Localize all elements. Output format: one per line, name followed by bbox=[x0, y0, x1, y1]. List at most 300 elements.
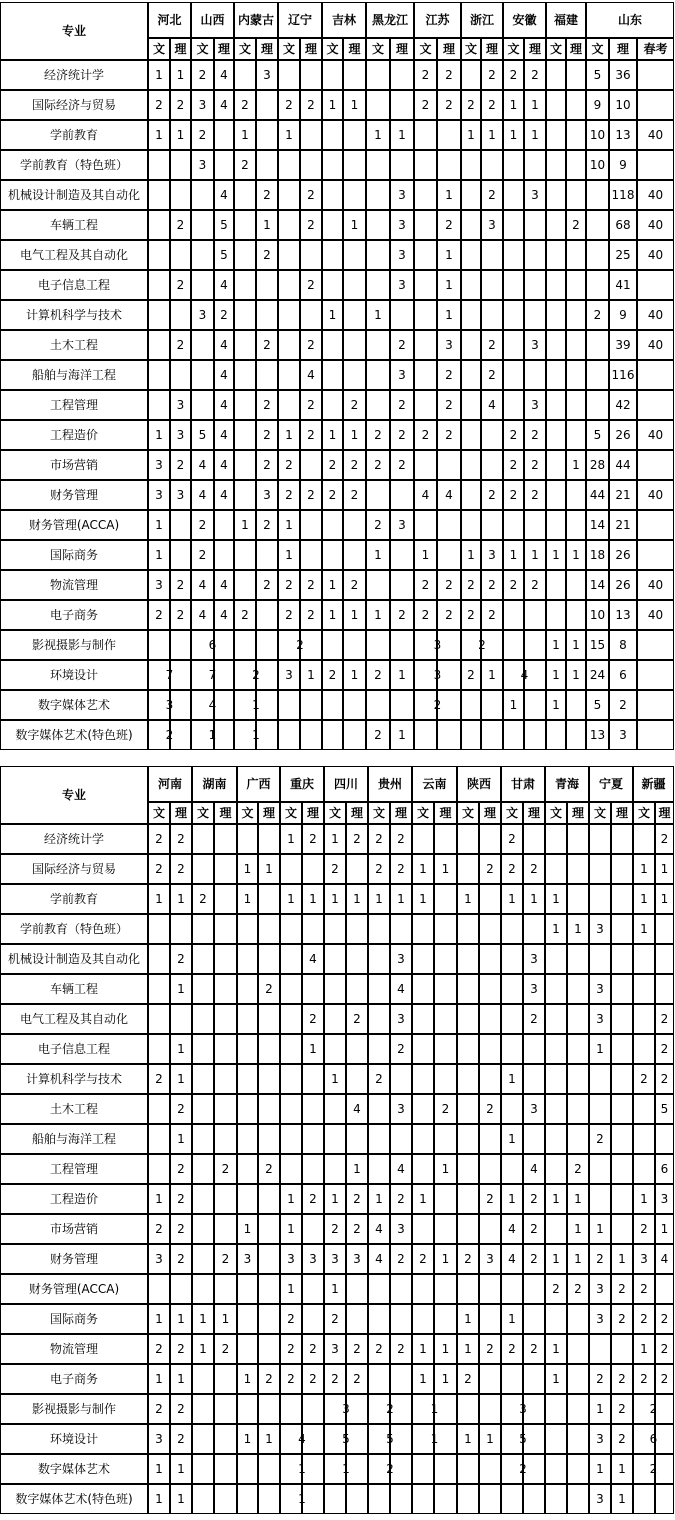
quota-cell bbox=[237, 1124, 258, 1154]
quota-cell: 2 bbox=[170, 1394, 192, 1424]
quota-cell bbox=[611, 1064, 633, 1094]
quota-cell: 8 bbox=[609, 630, 637, 660]
quota-cell bbox=[256, 360, 278, 390]
merged-quota-value: 2 bbox=[519, 1462, 527, 1476]
quota-cell: 1 bbox=[412, 854, 434, 884]
major-label: 电气工程及其自动化 bbox=[0, 1004, 148, 1034]
quota-cell bbox=[390, 1364, 412, 1394]
quota-cell: 1 bbox=[170, 1484, 192, 1514]
major-label: 物流管理 bbox=[0, 570, 148, 600]
quota-cell: 13 bbox=[586, 720, 609, 750]
quota-cell: 1 bbox=[322, 300, 343, 330]
quota-cell bbox=[237, 944, 258, 974]
quota-cell: 1 bbox=[503, 540, 524, 570]
quota-cell: 3 bbox=[390, 270, 414, 300]
subject-header: 理 bbox=[524, 38, 546, 60]
quota-cell: 2 bbox=[501, 1334, 523, 1364]
quota-cell bbox=[214, 660, 234, 690]
quota-cell bbox=[234, 60, 256, 90]
quota-cell bbox=[258, 1064, 280, 1094]
quota-cell: 2 bbox=[481, 330, 503, 360]
quota-cell bbox=[234, 300, 256, 330]
quota-cell bbox=[368, 1034, 390, 1064]
quota-cell bbox=[586, 240, 609, 270]
subject-header: 文 bbox=[457, 802, 479, 824]
merged-quota-value: 2 bbox=[296, 638, 304, 652]
province-header: 山东 bbox=[586, 2, 674, 38]
quota-cell: 2 bbox=[148, 90, 170, 120]
quota-cell bbox=[545, 974, 567, 1004]
quota-cell: 2 bbox=[148, 1394, 170, 1424]
quota-cell bbox=[390, 630, 414, 660]
subject-header: 理 bbox=[655, 802, 674, 824]
quota-cell bbox=[192, 914, 214, 944]
quota-cell bbox=[611, 1124, 633, 1154]
subject-header: 文 bbox=[412, 802, 434, 824]
subject-header: 文 bbox=[237, 802, 258, 824]
province-header: 青海 bbox=[545, 766, 589, 802]
quota-cell bbox=[280, 1394, 302, 1424]
quota-cell bbox=[457, 1094, 479, 1124]
quota-cell bbox=[414, 390, 437, 420]
quota-cell bbox=[256, 540, 278, 570]
quota-cell bbox=[322, 360, 343, 390]
quota-cell bbox=[256, 150, 278, 180]
quota-cell: 2 bbox=[366, 450, 390, 480]
quota-cell bbox=[546, 510, 566, 540]
major-label: 电子商务 bbox=[0, 1364, 148, 1394]
quota-cell: 2 bbox=[278, 600, 300, 630]
major-label: 机械设计制造及其自动化 bbox=[0, 180, 148, 210]
quota-cell: 1 bbox=[566, 630, 586, 660]
merged-quota-value: 3 bbox=[342, 1402, 350, 1416]
subject-header: 文 bbox=[368, 802, 390, 824]
quota-cell bbox=[611, 1184, 633, 1214]
quota-cell bbox=[457, 854, 479, 884]
quota-cell bbox=[191, 210, 214, 240]
quota-cell bbox=[234, 420, 256, 450]
quota-cell: 2 bbox=[278, 450, 300, 480]
quota-cell bbox=[214, 1004, 237, 1034]
quota-cell: 2 bbox=[214, 300, 234, 330]
quota-cell: 2 bbox=[611, 1274, 633, 1304]
quota-cell: 1 bbox=[322, 600, 343, 630]
quota-cell bbox=[524, 360, 546, 390]
quota-cell bbox=[566, 510, 586, 540]
quota-cell bbox=[346, 1484, 368, 1514]
quota-cell: 1 bbox=[437, 300, 461, 330]
quota-cell bbox=[343, 60, 366, 90]
quota-cell bbox=[258, 1274, 280, 1304]
quota-cell bbox=[611, 914, 633, 944]
quota-cell: 1 bbox=[324, 1064, 346, 1094]
quota-cell: 1 bbox=[390, 660, 414, 690]
quota-cell: 1 bbox=[545, 1364, 567, 1394]
subject-header: 文 bbox=[280, 802, 302, 824]
quota-cell bbox=[368, 1004, 390, 1034]
quota-cell: 10 bbox=[586, 120, 609, 150]
quota-cell bbox=[366, 60, 390, 90]
subject-header: 文 bbox=[461, 38, 481, 60]
quota-cell bbox=[503, 210, 524, 240]
quota-cell bbox=[214, 630, 234, 660]
quota-cell: 2 bbox=[633, 1214, 655, 1244]
quota-cell: 10 bbox=[586, 600, 609, 630]
quota-cell: 2 bbox=[479, 1094, 501, 1124]
quota-cell bbox=[366, 180, 390, 210]
quota-cell bbox=[170, 360, 191, 390]
quota-cell bbox=[566, 240, 586, 270]
quota-cell bbox=[524, 630, 546, 660]
quota-cell bbox=[148, 1124, 170, 1154]
quota-cell: 1 bbox=[343, 90, 366, 120]
quota-cell bbox=[546, 120, 566, 150]
quota-cell bbox=[655, 1454, 674, 1484]
quota-cell bbox=[322, 120, 343, 150]
quota-cell bbox=[481, 450, 503, 480]
quota-cell: 1 bbox=[566, 450, 586, 480]
quota-cell: 2 bbox=[256, 390, 278, 420]
quota-cell: 44 bbox=[609, 450, 637, 480]
major-label: 学前教育 bbox=[0, 120, 148, 150]
merged-quota-value: 2 bbox=[649, 1402, 658, 1416]
quota-cell: 1 bbox=[503, 120, 524, 150]
quota-cell bbox=[567, 854, 589, 884]
quota-cell bbox=[545, 1394, 567, 1424]
quota-cell bbox=[479, 974, 501, 1004]
quota-cell bbox=[280, 1064, 302, 1094]
major-label: 环境设计 bbox=[0, 660, 148, 690]
quota-cell bbox=[214, 1094, 237, 1124]
quota-cell: 2 bbox=[633, 1364, 655, 1394]
quota-cell bbox=[324, 1484, 346, 1514]
subject-header: 理 bbox=[390, 38, 414, 60]
quota-cell: 2 bbox=[589, 1124, 611, 1154]
quota-cell: 5 bbox=[586, 60, 609, 90]
quota-cell: 3 bbox=[256, 480, 278, 510]
quota-cell: 2 bbox=[300, 270, 322, 300]
major-label: 数字媒体艺术(特色班) bbox=[0, 1484, 148, 1514]
quota-cell bbox=[170, 510, 191, 540]
major-label: 财务管理 bbox=[0, 1244, 148, 1274]
major-label: 车辆工程 bbox=[0, 210, 148, 240]
quota-cell bbox=[258, 884, 280, 914]
quota-cell: 40 bbox=[637, 600, 674, 630]
quota-cell bbox=[343, 630, 366, 660]
quota-cell bbox=[148, 150, 170, 180]
major-label: 财务管理(ACCA) bbox=[0, 1274, 148, 1304]
quota-cell bbox=[457, 1004, 479, 1034]
quota-cell: 2 bbox=[300, 210, 322, 240]
quota-cell bbox=[237, 1394, 258, 1424]
quota-cell bbox=[322, 720, 343, 750]
quota-cell bbox=[322, 150, 343, 180]
quota-cell: 4 bbox=[214, 180, 234, 210]
subject-header: 文 bbox=[633, 802, 655, 824]
quota-cell bbox=[192, 1124, 214, 1154]
quota-cell bbox=[434, 944, 457, 974]
quota-cell bbox=[237, 914, 258, 944]
quota-cell bbox=[611, 1334, 633, 1364]
quota-cell bbox=[324, 1124, 346, 1154]
quota-cell bbox=[655, 1274, 674, 1304]
quota-cell: 1 bbox=[633, 914, 655, 944]
quota-cell: 1 bbox=[148, 1184, 170, 1214]
major-label: 计算机科学与技术 bbox=[0, 1064, 148, 1094]
quota-cell bbox=[545, 1094, 567, 1124]
quota-cell bbox=[258, 1184, 280, 1214]
quota-cell bbox=[278, 720, 300, 750]
quota-cell: 1 bbox=[237, 1364, 258, 1394]
quota-cell bbox=[461, 210, 481, 240]
quota-cell bbox=[546, 330, 566, 360]
quota-cell: 2 bbox=[346, 1214, 368, 1244]
quota-cell bbox=[192, 1454, 214, 1484]
quota-cell bbox=[637, 630, 674, 660]
quota-cell: 2 bbox=[300, 420, 322, 450]
quota-cell bbox=[234, 180, 256, 210]
quota-cell: 1 bbox=[148, 884, 170, 914]
quota-cell bbox=[523, 1274, 545, 1304]
quota-cell: 4 bbox=[214, 390, 234, 420]
quota-cell bbox=[256, 270, 278, 300]
quota-cell bbox=[258, 1244, 280, 1274]
major-label: 财务管理 bbox=[0, 480, 148, 510]
quota-cell: 3 bbox=[390, 360, 414, 390]
quota-cell bbox=[567, 944, 589, 974]
quota-cell bbox=[192, 1064, 214, 1094]
quota-cell bbox=[546, 570, 566, 600]
quota-cell: 2 bbox=[633, 1304, 655, 1334]
quota-cell: 9 bbox=[609, 300, 637, 330]
quota-cell bbox=[191, 390, 214, 420]
quota-cell bbox=[302, 854, 324, 884]
quota-cell bbox=[214, 944, 237, 974]
quota-cell: 1 bbox=[170, 1454, 192, 1484]
quota-cell: 2 bbox=[390, 420, 414, 450]
quota-cell: 1 bbox=[589, 1034, 611, 1064]
quota-cell bbox=[546, 450, 566, 480]
quota-cell bbox=[214, 1394, 237, 1424]
major-label: 工程管理 bbox=[0, 1154, 148, 1184]
quota-cell bbox=[546, 390, 566, 420]
subject-header: 理 bbox=[170, 802, 192, 824]
quota-cell: 4 bbox=[481, 390, 503, 420]
quota-cell bbox=[346, 1034, 368, 1064]
quota-cell bbox=[237, 1484, 258, 1514]
quota-cell: 18 bbox=[586, 540, 609, 570]
quota-cell bbox=[412, 974, 434, 1004]
quota-cell: 2 bbox=[324, 1214, 346, 1244]
quota-cell bbox=[546, 210, 566, 240]
quota-cell bbox=[148, 1004, 170, 1034]
quota-cell bbox=[390, 1274, 412, 1304]
quota-cell bbox=[567, 824, 589, 854]
quota-cell: 2 bbox=[234, 90, 256, 120]
quota-cell: 1 bbox=[655, 884, 674, 914]
quota-cell: 2 bbox=[258, 974, 280, 1004]
quota-cell bbox=[414, 210, 437, 240]
quota-cell bbox=[300, 450, 322, 480]
quota-cell bbox=[324, 1004, 346, 1034]
quota-cell: 3 bbox=[390, 210, 414, 240]
quota-cell: 2 bbox=[170, 600, 191, 630]
quota-cell bbox=[434, 1184, 457, 1214]
quota-cell bbox=[280, 1034, 302, 1064]
quota-cell: 1 bbox=[368, 884, 390, 914]
quota-cell bbox=[343, 360, 366, 390]
quota-cell: 4 bbox=[191, 570, 214, 600]
quota-cell: 2 bbox=[503, 570, 524, 600]
quota-cell bbox=[302, 1124, 324, 1154]
quota-cell: 1 bbox=[390, 884, 412, 914]
quota-cell bbox=[412, 1064, 434, 1094]
quota-cell bbox=[412, 1304, 434, 1334]
quota-cell: 3 bbox=[390, 510, 414, 540]
major-label: 国际商务 bbox=[0, 1304, 148, 1334]
quota-cell: 2 bbox=[567, 1274, 589, 1304]
quota-cell bbox=[148, 390, 170, 420]
quota-cell bbox=[546, 60, 566, 90]
quota-cell: 1 bbox=[655, 854, 674, 884]
quota-cell bbox=[567, 1064, 589, 1094]
quota-cell: 2 bbox=[655, 1364, 674, 1394]
quota-cell bbox=[633, 1094, 655, 1124]
quota-cell: 1 bbox=[278, 510, 300, 540]
quota-cell: 1 bbox=[237, 1424, 258, 1454]
quota-cell bbox=[434, 1034, 457, 1064]
quota-cell bbox=[191, 240, 214, 270]
quota-cell: 1 bbox=[324, 824, 346, 854]
quota-cell bbox=[655, 1424, 674, 1454]
subject-header: 文 bbox=[234, 38, 256, 60]
quota-cell: 42 bbox=[609, 390, 637, 420]
quota-cell: 4 bbox=[390, 1154, 412, 1184]
quota-cell bbox=[237, 1454, 258, 1484]
quota-cell bbox=[412, 914, 434, 944]
subject-header: 理 bbox=[567, 802, 589, 824]
quota-cell bbox=[655, 914, 674, 944]
quota-cell bbox=[390, 1124, 412, 1154]
quota-cell bbox=[457, 1184, 479, 1214]
major-label: 影视摄影与制作 bbox=[0, 630, 148, 660]
quota-cell: 4 bbox=[501, 1214, 523, 1244]
merged-quota-value: 1 bbox=[252, 728, 260, 742]
major-label: 环境设计 bbox=[0, 1424, 148, 1454]
quota-cell bbox=[412, 824, 434, 854]
quota-cell bbox=[461, 150, 481, 180]
quota-cell bbox=[214, 1454, 237, 1484]
merged-quota-value: 1 bbox=[298, 1462, 306, 1476]
quota-cell bbox=[148, 1274, 170, 1304]
quota-cell: 2 bbox=[545, 1274, 567, 1304]
quota-cell: 2 bbox=[390, 1244, 412, 1274]
quota-cell: 3 bbox=[237, 1244, 258, 1274]
quota-cell bbox=[414, 330, 437, 360]
quota-cell bbox=[300, 60, 322, 90]
quota-cell bbox=[324, 1034, 346, 1064]
quota-cell bbox=[637, 660, 674, 690]
quota-cell bbox=[300, 240, 322, 270]
quota-cell bbox=[461, 720, 481, 750]
quota-cell bbox=[390, 480, 414, 510]
quota-cell bbox=[479, 1454, 501, 1484]
quota-cell: 2 bbox=[523, 1334, 545, 1364]
quota-cell: 2 bbox=[503, 480, 524, 510]
quota-cell bbox=[343, 510, 366, 540]
quota-cell bbox=[412, 1484, 434, 1514]
quota-cell: 4 bbox=[214, 360, 234, 390]
quota-cell bbox=[567, 1454, 589, 1484]
quota-cell: 2 bbox=[503, 420, 524, 450]
quota-cell: 2 bbox=[481, 480, 503, 510]
merged-quota-value: 3 bbox=[433, 638, 442, 652]
quota-cell bbox=[214, 914, 237, 944]
quota-cell bbox=[546, 600, 566, 630]
subject-header: 理 bbox=[479, 802, 501, 824]
quota-cell bbox=[324, 1094, 346, 1124]
quota-cell: 2 bbox=[501, 824, 523, 854]
quota-cell bbox=[481, 720, 503, 750]
quota-cell bbox=[214, 1484, 237, 1514]
quota-cell bbox=[368, 1274, 390, 1304]
quota-cell: 4 bbox=[368, 1244, 390, 1274]
quota-cell: 2 bbox=[437, 210, 461, 240]
quota-cell: 2 bbox=[346, 1364, 368, 1394]
enrollment-table-west bbox=[0, 766, 675, 1515]
quota-cell bbox=[501, 1154, 523, 1184]
quota-cell bbox=[258, 1334, 280, 1364]
quota-cell bbox=[192, 1274, 214, 1304]
quota-cell bbox=[524, 270, 546, 300]
quota-cell: 2 bbox=[524, 60, 546, 90]
quota-cell: 2 bbox=[523, 1214, 545, 1244]
quota-cell: 2 bbox=[278, 90, 300, 120]
quota-cell bbox=[302, 1274, 324, 1304]
quota-cell bbox=[343, 270, 366, 300]
quota-cell: 1 bbox=[170, 1364, 192, 1394]
merged-quota-value: 3 bbox=[519, 1402, 527, 1416]
subject-header: 理 bbox=[566, 38, 586, 60]
province-header: 新疆 bbox=[633, 766, 674, 802]
quota-cell bbox=[278, 60, 300, 90]
quota-cell: 2 bbox=[390, 824, 412, 854]
quota-cell: 1 bbox=[148, 120, 170, 150]
quota-cell bbox=[566, 90, 586, 120]
merged-quota-value: 2 bbox=[433, 698, 442, 712]
quota-cell: 3 bbox=[346, 1244, 368, 1274]
quota-cell bbox=[234, 570, 256, 600]
quota-cell: 2 bbox=[214, 1154, 237, 1184]
quota-cell: 1 bbox=[237, 884, 258, 914]
quota-cell: 2 bbox=[611, 1424, 633, 1454]
quota-cell bbox=[300, 150, 322, 180]
quota-cell bbox=[300, 120, 322, 150]
quota-cell bbox=[523, 1484, 545, 1514]
quota-cell: 118 bbox=[609, 180, 637, 210]
quota-cell: 2 bbox=[390, 450, 414, 480]
quota-cell: 2 bbox=[170, 1214, 192, 1244]
quota-cell: 2 bbox=[414, 420, 437, 450]
quota-cell bbox=[390, 690, 414, 720]
quota-cell: 26 bbox=[609, 570, 637, 600]
quota-cell: 2 bbox=[148, 824, 170, 854]
quota-cell: 1 bbox=[412, 1184, 434, 1214]
enrollment-table-north bbox=[0, 2, 675, 751]
quota-cell: 4 bbox=[214, 570, 234, 600]
quota-cell: 1 bbox=[501, 1064, 523, 1094]
quota-cell bbox=[524, 510, 546, 540]
